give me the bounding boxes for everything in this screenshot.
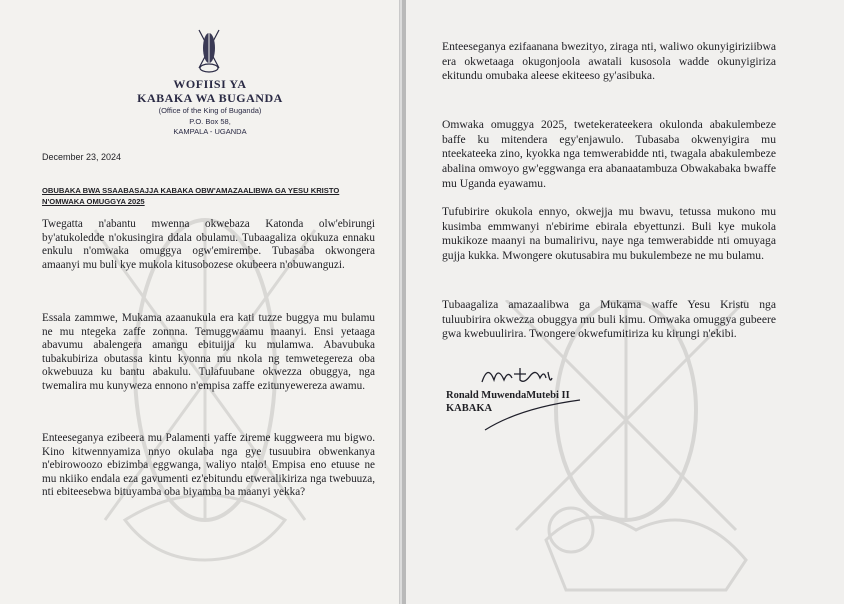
subject-line-1: OBUBAKA BWA SSAABASAJJA KABAKA OBW'AMAZAALIBWA GA YESU KRISTO [42, 186, 340, 195]
letterhead-line-5: KAMPALA - UGANDA [173, 127, 247, 136]
subject-line-2: N'OMWAKA OMUGGYA 2025 [42, 197, 145, 206]
letterhead-line-2: KABAKA WA BUGANDA [137, 91, 283, 105]
watermark-emblem-icon [466, 300, 796, 600]
letter-date: December 23, 2024 [42, 152, 122, 162]
royal-crest-icon [196, 28, 222, 74]
letterhead-line-1: WOFIISI YA [173, 77, 247, 91]
signatory-name: Ronald MuwendaMutebi II [446, 390, 570, 401]
paragraph: Enteeseganya ezibeera mu Palamenti yaffe zireme kuggweera mu bigwo. Kino kitwennyamiza nnyo okulaba nga gye tusuubira obwenkanya n'ebirowoozo ebizimba eggwanga, waliyo ntalo! Empisa eno etuuse ne mu nkiiko endala eza gavumenti ez'ebitundu etweralikiriza nga twebuuza, nti ebiteesebwa bituyamba oba biyamba ba maanyi yekka? [42, 432, 375, 499]
paragraph: Omwaka omuggya 2025, twetekerateekera okulonda abakulembeze baffe ku mitendera egy'enjawulo. Tubasaba okwenyigira mu nteekateeka zino, kyokka nga temwerabidde nti, twagala abakulembeze abalina omwoyo gw'eggwanga era abanaatambuza Obwakabaka bwaffe mu Uganda eyawamu. [442, 118, 776, 190]
paragraph: Essala zammwe, Mukama azaanukula era kati tuzze buggya mu bulamu ne mu ntegeka zaffe zonnna. Temuggwaamu maanyi. Ensi yetaaga abavumu abalengera amangu ebituijja ku mulamwa. Abavubuka tubakubiriza obutassa kintu kyonna mu nkola ng temwetegereza oba okwebuuza ku bantu abakulu. Tulafuubane okwezza obuggya, nga twemalira mu kunyweza ennono n'empisa zaffe ezitunyewereza awamu. [42, 312, 375, 392]
letterhead-line-4: P.O. Box 58, [189, 117, 231, 126]
paragraph: Tufubirire okukola ennyo, okwejja mu bwavu, tetussa mukono mu kusimba emmwanyi n'ebirime ebirala ebyettunzi. Buli kye mukola mukikoze maanyi na bumalirivu, naye nga temwerabidde nti omuyaga gujja kukka. Mwongere okutusabira mu bukulembeze ne mu bulamu. [442, 205, 776, 263]
paragraph: Enteeseganya ezifaanana bwezityo, ziraga nti, waliwo okunyigiriziibwa era okwetaaga okugonjoola awatali kusosola wadde okunyigiriza ekitundu omubaka aleese ekiteeso gy'asibuka. [442, 40, 776, 83]
paragraph: Twegatta n'abantu mwenna okwebaza Katonda olw'ebirungi by'atukoledde n'okusingira ddala obulamu. Tubaagaliza okukuza ennaku enkulu n'omwaka omuggya ogw'emirembe. Tubasaba okwongera amaanyi mu buli kye mukola kitusobozese okubeera n'obuwanguzi. [42, 218, 375, 271]
letter-page-1 [0, 0, 400, 604]
paragraph: Tubaagaliza amazaalibwa ga Mukama waffe Yesu Kristu nga tuluubirira okwezza obuggya mu buli kimu. Omwaka omuggya gubeere gwa kwebuulirira. Twongere okwefumitiriza ku kirungi n'ekibi. [442, 298, 776, 341]
letter-subject [42, 185, 372, 207]
signatory-title: KABAKA [446, 403, 493, 414]
letterhead-line-3: (Office of the King of Buganda) [158, 106, 262, 115]
